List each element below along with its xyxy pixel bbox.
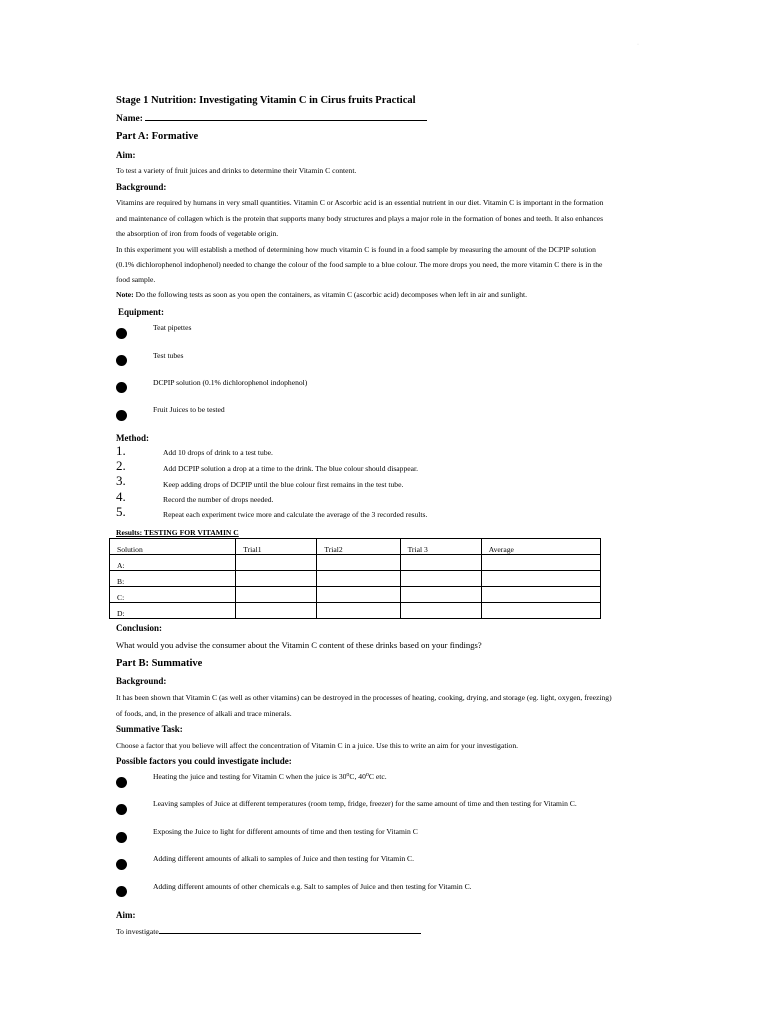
factor-item: Adding different amounts of other chemicals e.g. Salt to samples of Juice and then testing for Vitamin C. xyxy=(153,882,472,891)
table-row xyxy=(110,555,601,571)
corner-mark: · xyxy=(637,42,639,48)
background-line: Vitamins are required by humans in very small quantities. Vitamin C or Ascorbic acid is an essential nutrient in our diet. Vitamin C is important in the formation xyxy=(116,198,604,207)
table-row xyxy=(110,587,601,603)
bullet-icon xyxy=(116,804,127,815)
aim-heading: Aim: xyxy=(116,910,136,920)
method-step-number: 2. xyxy=(116,458,126,473)
method-step-number: 4. xyxy=(116,489,126,504)
part-b-heading: Part B: Summative xyxy=(116,658,203,669)
factor-item: Heating the juice and testing for Vitamin C when the juice is 30$^o$C, 40$^o$C etc. xyxy=(153,772,387,781)
equipment-item: Test tubes xyxy=(153,351,184,360)
table-row xyxy=(110,603,601,619)
table-header-cell: Trial 3 xyxy=(400,539,481,555)
method-step: Repeat each experiment twice more and calculate the average of the 3 recorded results. xyxy=(163,510,428,519)
table-cell[interactable] xyxy=(236,587,317,603)
equipment-item: DCPIP solution (0.1% dichlorophenol indophenol) xyxy=(153,378,308,387)
background-line: and maintenance of collagen which is the protein that supports many body structures and plays a major role in the formation of bones and teeth. It also enhances xyxy=(116,214,604,223)
method-step: Add DCPIP solution a drop at a time to the drink. The blue colour should disappear. xyxy=(163,464,418,473)
conclusion-heading: Conclusion: xyxy=(116,623,163,633)
method-step: Record the number of drops needed. xyxy=(163,495,274,504)
background-line: the absorption of iron from foods of vegetable origin. xyxy=(116,229,279,238)
table-header-cell: Average xyxy=(481,539,600,555)
name-field[interactable] xyxy=(116,113,427,124)
bullet-icon xyxy=(116,382,127,393)
table-cell[interactable] xyxy=(481,571,600,587)
factors-heading: Possible factors you could investigate include: xyxy=(116,756,292,766)
table-header-row xyxy=(110,539,601,555)
aim-heading: Aim: xyxy=(116,150,136,160)
background-line: It has been shown that Vitamin C (as well as other vitamins) can be destroyed in the processes of heating, cooking, drying, and storage (eg. light, oxygen, freezing) xyxy=(116,693,612,702)
background-line: In this experiment you will establish a method of determining how much vitamin C is found in a food sample by measuring the amount of the DCPIP solution xyxy=(116,245,596,254)
note-body: Do the following tests as soon as you open the containers, as vitamin C (ascorbic acid) decomposes when left in air and sunlight. xyxy=(133,290,528,299)
row-label: A: xyxy=(110,555,236,571)
method-step-number: 3. xyxy=(116,473,126,488)
results-title: Results: TESTING FOR VITAMIN C xyxy=(116,528,239,537)
table-row xyxy=(110,571,601,587)
table-cell[interactable] xyxy=(400,555,481,571)
method-step: Add 10 drops of drink to a test tube. xyxy=(163,448,273,457)
table-header-cell: Trial2 xyxy=(317,539,400,555)
table-header-cell: Solution xyxy=(110,539,236,555)
method-step-number: 1. xyxy=(116,443,126,458)
aim-blank-line[interactable] xyxy=(159,927,421,934)
table-cell[interactable] xyxy=(400,587,481,603)
table-cell[interactable] xyxy=(400,571,481,587)
background-heading: Background: xyxy=(116,676,167,686)
table-cell[interactable] xyxy=(236,571,317,587)
row-label: B: xyxy=(110,571,236,587)
factor-item: Exposing the Juice to light for different amounts of time and then testing for Vitamin C xyxy=(153,827,418,836)
name-blank-line[interactable] xyxy=(145,113,427,121)
bullet-icon xyxy=(116,886,127,897)
bullet-icon xyxy=(116,777,127,788)
note-text xyxy=(116,290,527,299)
table-cell[interactable] xyxy=(481,587,600,603)
aim-prompt: To investigate xyxy=(116,927,159,936)
method-step: Keep adding drops of DCPIP until the blue colour first remains in the test tube. xyxy=(163,480,404,489)
bullet-icon xyxy=(116,859,127,870)
conclusion-question: What would you advise the consumer about the Vitamin C content of these drinks based on your findings? xyxy=(116,640,482,650)
results-table xyxy=(109,538,601,619)
method-heading: Method: xyxy=(116,433,149,443)
factor-item: Adding different amounts of alkali to samples of Juice and then testing for Vitamin C. xyxy=(153,854,414,863)
bullet-icon xyxy=(116,355,127,366)
table-cell[interactable] xyxy=(317,603,400,619)
summative-task-text: Choose a factor that you believe will affect the concentration of Vitamin C in a juice. Use this to write an aim for your investigation. xyxy=(116,741,519,750)
table-cell[interactable] xyxy=(317,587,400,603)
summative-task-heading: Summative Task: xyxy=(116,724,183,734)
factor-item: Leaving samples of Juice at different temperatures (room temp, fridge, freezer) for the same amount of time and then testing for Vitamin C. xyxy=(153,799,577,808)
table-cell[interactable] xyxy=(400,603,481,619)
bullet-icon xyxy=(116,410,127,421)
row-label: C: xyxy=(110,587,236,603)
equipment-item: Fruit Juices to be tested xyxy=(153,405,225,414)
aim-text: To test a variety of fruit juices and drinks to determine their Vitamin C content. xyxy=(116,166,357,175)
table-cell[interactable] xyxy=(317,571,400,587)
row-label: D: xyxy=(110,603,236,619)
background-heading: Background: xyxy=(116,182,167,192)
note-label: Note: xyxy=(116,290,134,299)
table-cell[interactable] xyxy=(481,603,600,619)
equipment-heading: Equipment: xyxy=(118,307,165,317)
background-line: food sample. xyxy=(116,275,156,284)
table-cell[interactable] xyxy=(481,555,600,571)
background-line: (0.1% dichlorophenol indophenol) needed to change the colour of the food sample to a blue colour. The more drops you need, the more vitamin C there is in the xyxy=(116,260,603,269)
aim-field[interactable] xyxy=(116,927,421,936)
table-cell[interactable] xyxy=(236,555,317,571)
page-title: Stage 1 Nutrition: Investigating Vitamin C in Cirus fruits Practical xyxy=(116,95,416,106)
part-a-heading: Part A: Formative xyxy=(116,131,199,142)
background-line: of foods, and, in the presence of alkali and trace minerals. xyxy=(116,709,292,718)
table-cell[interactable] xyxy=(317,555,400,571)
bullet-icon xyxy=(116,328,127,339)
table-cell[interactable] xyxy=(236,603,317,619)
equipment-item: Teat pipettes xyxy=(153,323,192,332)
name-label: Name: xyxy=(116,114,143,124)
bullet-icon xyxy=(116,832,127,843)
method-step-number: 5. xyxy=(116,504,126,519)
table-header-cell: Trial1 xyxy=(236,539,317,555)
